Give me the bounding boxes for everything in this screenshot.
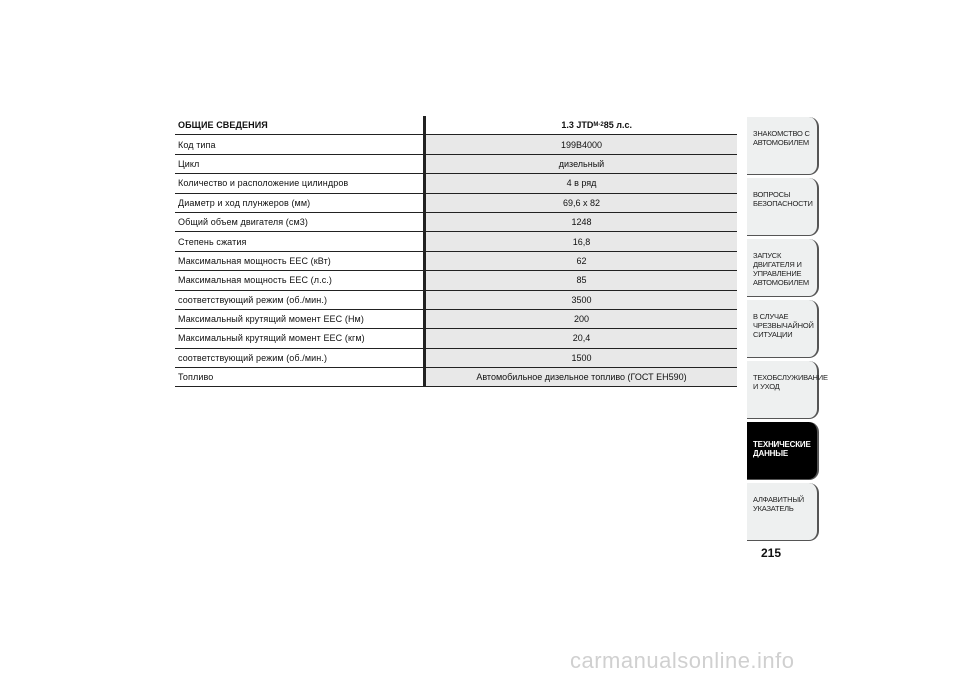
param-label: Максимальный крутящий момент ЕЕС (Нм) [178, 314, 364, 325]
chapter-tab[interactable]: ЗНАКОМСТВО С АВТОМОБИЛЕМ [747, 117, 819, 175]
param-value: 62 [426, 252, 737, 270]
table-row [175, 135, 737, 154]
param-label: Максимальная мощность ЕЕС (л.с.) [178, 275, 332, 286]
param-value: 20,4 [426, 329, 737, 347]
param-label: Общий объем двигателя (см3) [178, 217, 308, 228]
chapter-tab[interactable]: В СЛУЧАЕ ЧРЕЗВЫЧАЙНОЙ СИТУАЦИИ [747, 300, 819, 358]
engine-subscript: M-2 [593, 122, 604, 129]
table-row [175, 368, 737, 387]
table-row [175, 213, 737, 232]
chapter-tab[interactable]: ВОПРОСЫ БЕЗОПАСНОСТИ [747, 178, 819, 236]
table-body [175, 135, 737, 387]
param-label: Код типа [178, 139, 216, 150]
table-row [175, 310, 737, 329]
engine-header [426, 116, 737, 134]
param-value: 69,6 x 82 [426, 194, 737, 212]
param-label: Степень сжатия [178, 236, 247, 247]
param-value: 16,8 [426, 232, 737, 250]
table-header-row [175, 116, 737, 135]
chapter-tab[interactable]: ТЕХОБСЛУЖИВАНИЕ И УХОД [747, 361, 819, 419]
engine-power: 85 л.с. [603, 120, 632, 131]
param-value: 199B4000 [426, 135, 737, 153]
table-row [175, 155, 737, 174]
spec-table [175, 116, 737, 387]
param-label: Количество и расположение цилиндров [178, 178, 349, 189]
watermark: carmanualsonline.info [570, 648, 795, 673]
section-title: ОБЩИЕ СВЕДЕНИЯ [178, 120, 268, 131]
table-row [175, 174, 737, 193]
param-value: 85 [426, 271, 737, 289]
param-value: 200 [426, 310, 737, 328]
param-label: Диаметр и ход плунжеров (мм) [178, 197, 311, 208]
param-label: Цикл [178, 158, 200, 169]
engine-name: 1.3 JTD [561, 120, 594, 131]
param-value: 4 в ряд [426, 174, 737, 192]
param-value: 1248 [426, 213, 737, 231]
table-row [175, 271, 737, 290]
param-label: соответствующий режим (об./мин.) [178, 352, 328, 363]
param-label: Максимальный крутящий момент ЕЕС (кгм) [178, 333, 365, 344]
param-value: дизельный [426, 155, 737, 173]
param-label: Максимальная мощность ЕЕС (кВт) [178, 255, 331, 266]
table-row [175, 232, 737, 251]
table-row [175, 291, 737, 310]
param-value: 3500 [426, 291, 737, 309]
chapter-tabs [747, 117, 828, 544]
page-number: 215 [761, 546, 782, 560]
param-label: Топливо [178, 372, 214, 383]
param-value: Автомобильное дизельное топливо (ГОСТ ЕН590) [426, 368, 737, 386]
table-row [175, 349, 737, 368]
param-value: 1500 [426, 349, 737, 367]
chapter-tab[interactable]: ЗАПУСК ДВИГАТЕЛЯ И УПРАВЛЕНИЕ АВТОМОБИЛЕМ [747, 239, 819, 297]
chapter-tab[interactable]: АЛФАВИТНЫЙ УКАЗАТЕЛЬ [747, 483, 819, 541]
chapter-tab[interactable]: ТЕХНИЧЕСКИЕ ДАННЫЕ [747, 422, 819, 480]
table-row [175, 252, 737, 271]
table-row [175, 329, 737, 348]
param-label: соответствующий режим (об./мин.) [178, 294, 328, 305]
table-row [175, 194, 737, 213]
